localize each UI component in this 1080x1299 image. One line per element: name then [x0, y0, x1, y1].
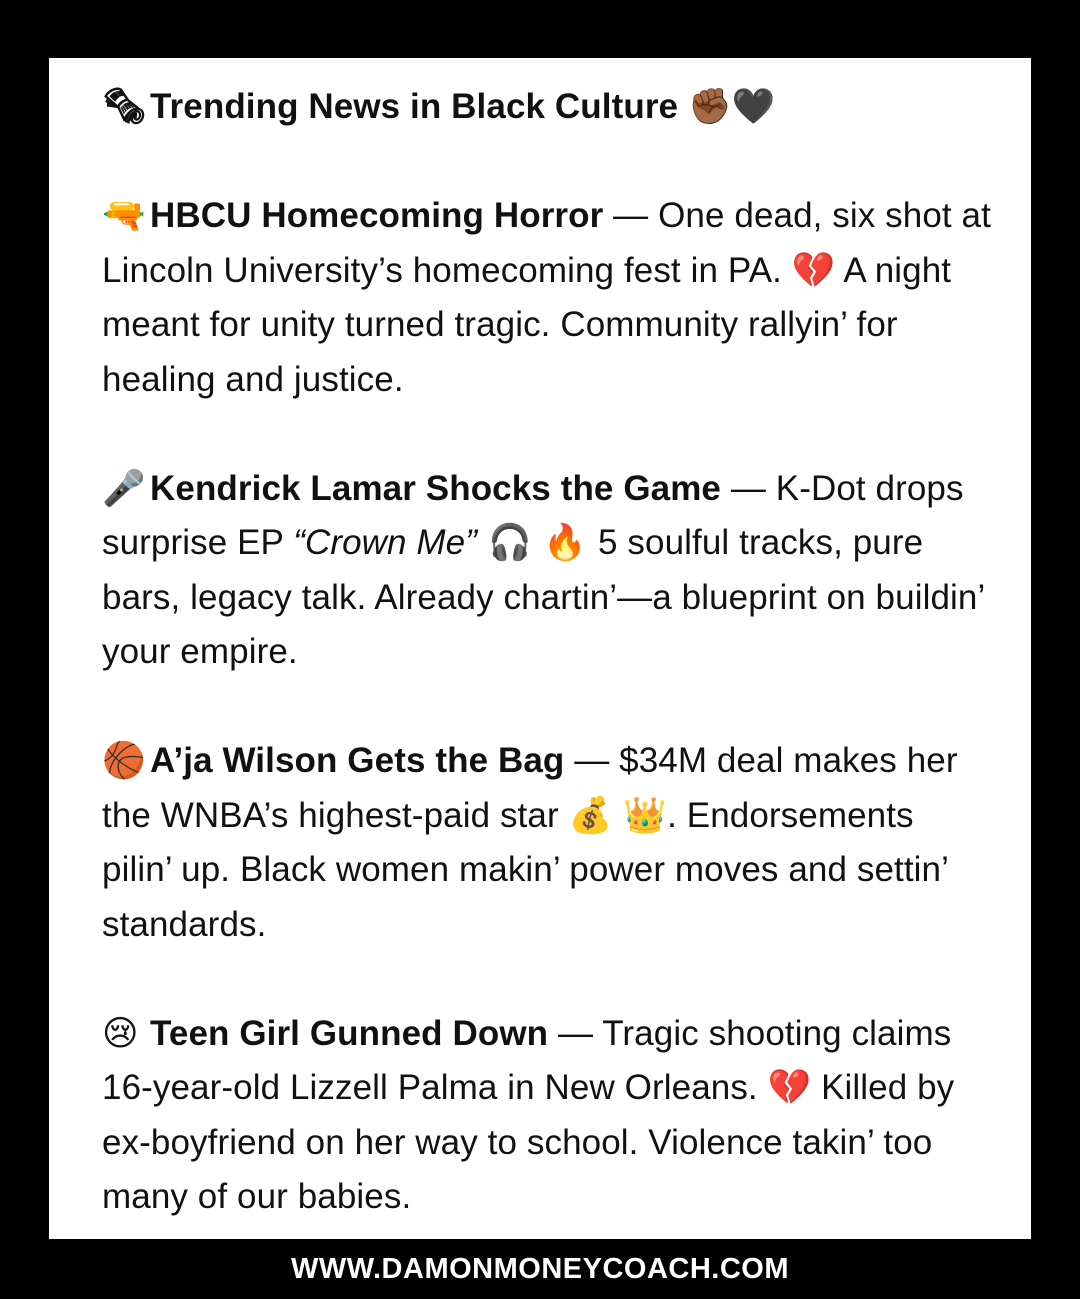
broken-heart-icon: 💔: [767, 1068, 812, 1108]
fist-heart-icons: ✊🏾🖤: [687, 87, 776, 127]
story-text: One dead, six shot at Lincoln University’s homecoming fest in PA.: [102, 196, 991, 290]
microphone-icon: 🎤: [102, 468, 146, 509]
title-text: Trending News in Black Culture: [150, 87, 679, 126]
story-3: [102, 734, 992, 952]
ep-title: “Crown Me”: [293, 523, 477, 562]
headphones-fire-icons: 🎧 🔥: [477, 523, 599, 563]
money-bag-crown-icons: 💰 👑: [568, 795, 668, 836]
post-card: [49, 58, 1031, 1239]
separator: —: [548, 1013, 603, 1053]
post-title: [102, 80, 992, 135]
water-pistol-icon: 🔫: [102, 196, 146, 236]
crying-face-icon: 😢: [102, 1013, 139, 1054]
basketball-icon: 🏀: [102, 741, 146, 781]
story-text: Tragic shooting claims 16-year-old Lizzell Palma in New Orleans.: [102, 1013, 952, 1107]
story-2: [102, 462, 992, 680]
story-headline: Kendrick Lamar Shocks the Game: [150, 468, 721, 508]
separator: —: [721, 468, 776, 508]
separator: —: [603, 196, 659, 235]
story-text: 5 soulful tracks, pure bars, legacy talk. Already chartin’—a blueprint on buildin’ your empire.: [102, 523, 985, 671]
newspaper-icon: 🗞: [102, 87, 147, 127]
story-text: . Endorsements pilin’ up. Black women makin’ power moves and settin’ standards.: [102, 795, 948, 944]
story-text: Killed by ex-boyfriend on her way to school. Violence takin’ too many of our babies.: [102, 1068, 955, 1216]
post-content: [102, 80, 992, 1225]
story-headline: Teen Girl Gunned Down: [150, 1013, 549, 1053]
story-headline: HBCU Homecoming Horror: [150, 196, 604, 235]
broken-heart-icon: 💔: [791, 250, 836, 291]
story-1: [102, 189, 992, 407]
story-text: A night meant for unity turned tragic. Community rallyin’ for healing and justice.: [102, 250, 952, 399]
story-text: $34M deal makes her the WNBA’s highest-paid star: [102, 741, 958, 835]
story-4: [102, 1007, 992, 1225]
footer-url: WWW.DAMONMONEYCOACH.COM: [290, 1253, 789, 1285]
story-headline: A’ja Wilson Gets the Bag: [150, 741, 565, 780]
story-text: K-Dot drops surprise EP: [102, 468, 964, 562]
separator: —: [564, 741, 620, 780]
